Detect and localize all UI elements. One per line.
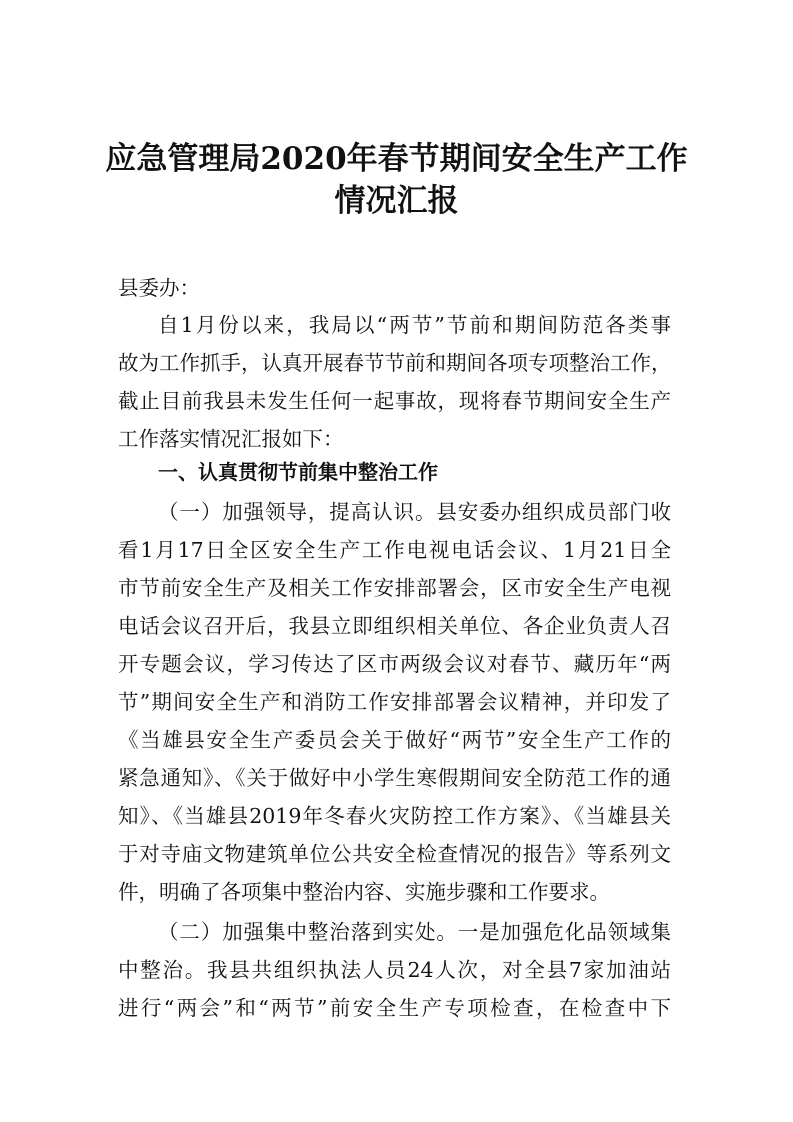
paragraph-line: 《当雄县安全生产委员会关于做好“两节”安全生产工作的 <box>118 728 671 752</box>
paragraph-line: （一）加强领导，提高认识。县安委办组织成员部门收 <box>158 500 671 524</box>
intro-line: 截止目前我县未发生任何一起事故，现将春节期间安全生产 <box>118 389 671 413</box>
paragraph-line: 电话会议召开后，我县立即组织相关单位、各企业负责人召 <box>118 614 671 638</box>
paragraph-line: 件，明确了各项集中整治内容、实施步骤和工作要求。 <box>118 880 610 904</box>
section-heading: 一、认真贯彻节前集中整治工作 <box>158 460 438 484</box>
document-title-line1: 应急管理局2020年春节期间安全生产工作 <box>105 141 688 177</box>
paragraph-line: 市节前安全生产及相关工作安排部署会，区市安全生产电视 <box>118 576 671 600</box>
paragraph-line: （二）加强集中整治落到实处。一是加强危化品领域集 <box>158 920 671 944</box>
paragraph-line: 开专题会议，学习传达了区市两级会议对春节、藏历年“两 <box>118 652 671 676</box>
paragraph-line: 节”期间安全生产和消防工作安排部署会议精神，并印发了 <box>118 690 671 714</box>
paragraph-line: 紧急通知》、《关于做好中小学生寒假期间安全防范工作的通 <box>118 766 671 790</box>
paragraph-line: 看1月17日全区安全生产工作电视电话会议、1月21日全 <box>118 538 671 562</box>
paragraph-line: 于对寺庙文物建筑单位公共安全检查情况的报告》等系列文 <box>118 842 671 866</box>
intro-line: 故为工作抓手，认真开展春节节前和期间各项专项整治工作， <box>118 351 672 375</box>
intro-line: 工作落实情况汇报如下： <box>118 427 344 451</box>
intro-line: 自1月份以来，我局以“两节”节前和期间防范各类事 <box>158 313 671 337</box>
salutation: 县委办： <box>118 276 200 300</box>
paragraph-line: 中整治。我县共组织执法人员24人次，对全县7家加油站 <box>118 958 671 982</box>
paragraph-line: 进行“两会”和“两节”前安全生产专项检查，在检查中下 <box>118 996 671 1020</box>
document-title-line2: 情况汇报 <box>334 183 459 219</box>
paragraph-line: 知》、《当雄县2019年冬春火灾防控工作方案》、《当雄县关 <box>118 804 671 828</box>
